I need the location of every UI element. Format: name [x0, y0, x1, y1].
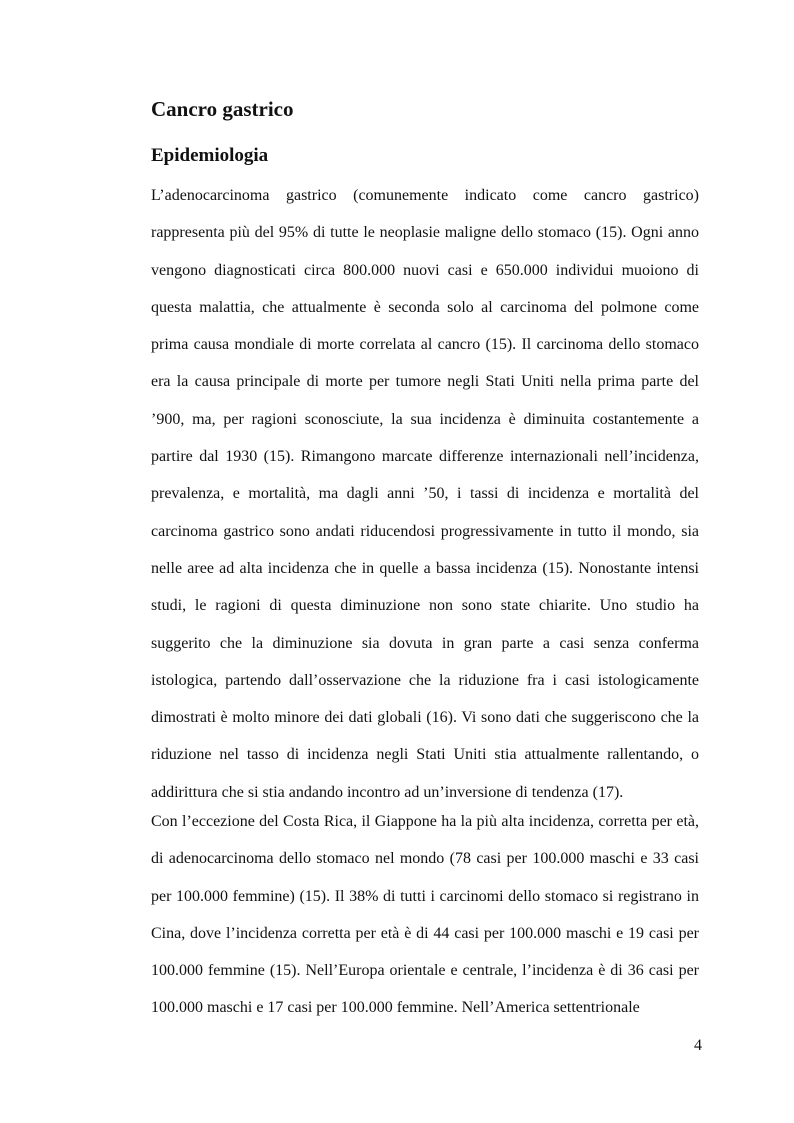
- paragraph-epidemiology-2: Con l’eccezione del Costa Rica, il Giappone ha la più alta incidenza, corretta per età, di adenocarcinoma dello stomaco nel mondo (78 casi per 100.000 maschi e 33 casi per 100.000 femmine) (15). Il 38% di tutti i carcinomi dello stomaco si registrano in Cina, dove l’incidenza corretta per età è di 44 casi per 100.000 maschi e 19 casi per 100.000 femmine (15). Nell’Europa orientale e centrale, l’incidenza è di 36 casi per 100.000 maschi e 17 casi per 100.000 femmine. Nell’America settentrionale: [151, 813, 699, 1017]
- paragraph-epidemiology-1: L’adenocarcinoma gastrico (comunemente indicato come cancro gastrico) rappresenta più del 95% di tutte le neoplasie maligne dello stomaco (15). Ogni anno vengono diagnosticati circa 800.000 nuovi casi e 650.000 individui muoiono di questa malattia, che attualmente è seconda solo al carcinoma del polmone come prima causa mondiale di morte correlata al cancro (15). Il carcinoma dello stomaco era la causa principale di morte per tumore negli Stati Uniti nella prima parte del ’900, ma, per ragioni sconosciute, la sua incidenza è diminuita costantemente a partire dal 1930 (15). Rimangono marcate differenze internazionali nell’incidenza, prevalenza, e mortalità, ma dagli anni ’50, i tassi di incidenza e mortalità del carcinoma gastrico sono andati riducendosi progressivamente in tutto il mondo, sia nelle aree ad alta incidenza che in quelle a bassa incidenza (15). Nonostante intensi studi, le ragioni di questa diminuzione non sono state chiarite. Uno studio ha suggerito che la diminuzione sia dovuta in gran parte a casi senza conferma istologica, partendo dall’osservazione che la riduzione fra i casi istologicamente dimostrati è molto minore dei dati globali (16). Vi sono dati che suggeriscono che la riduzione nel tasso di incidenza negli Stati Uniti stia attualmente rallentando, o addirittura che si stia andando incontro ad un’inversione di tendenza (17).: [151, 187, 699, 801]
- section-heading: Epidemiologia: [151, 145, 269, 166]
- page-number: 4: [694, 1037, 702, 1054]
- page-title: Cancro gastrico: [151, 97, 294, 121]
